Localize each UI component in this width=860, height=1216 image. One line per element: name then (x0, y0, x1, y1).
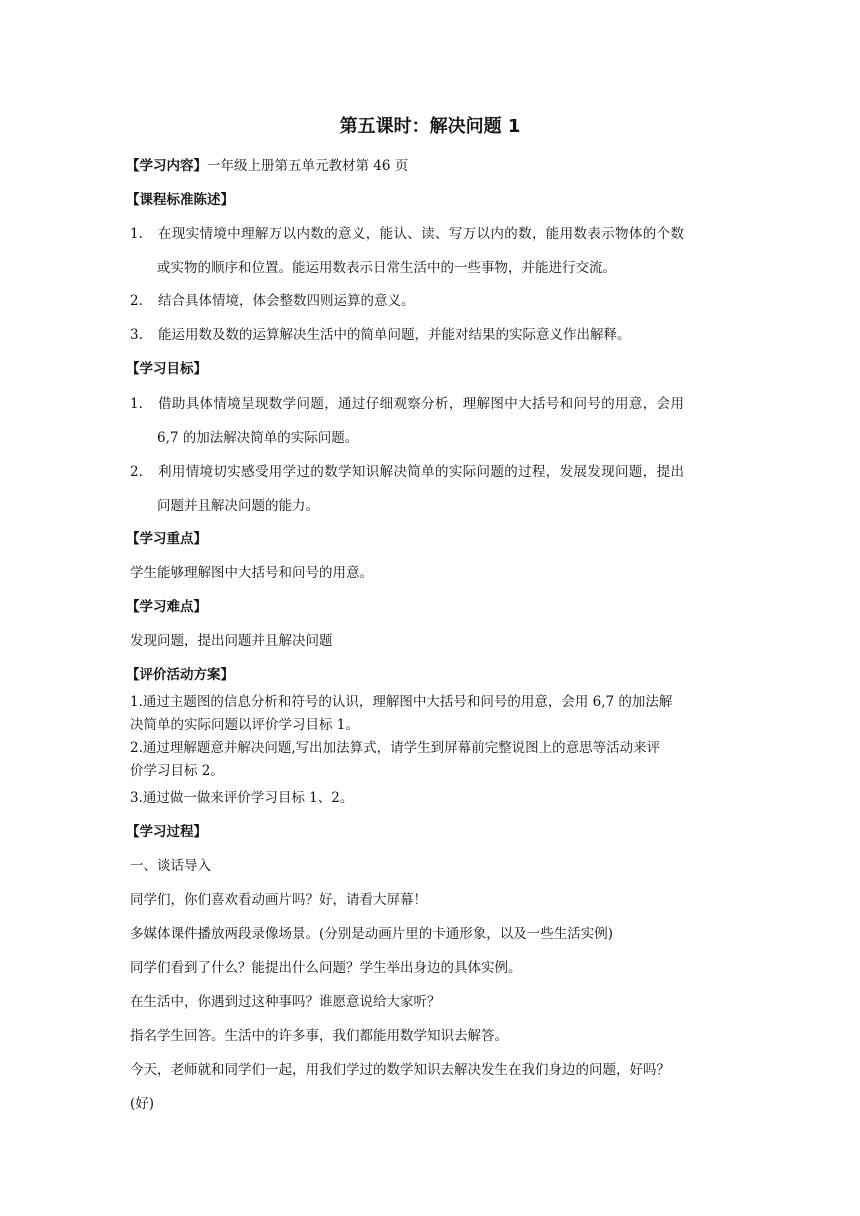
item-text: 能运用数及数的运算解决生活中的简单问题，并能对结果的实际意义作出解释。 (158, 327, 631, 343)
item-text: 借助具体情境呈现数学问题，通过仔细观察分析，理解图中大括号和问号的用意，会用 (158, 396, 685, 412)
item-number: 1. (130, 396, 143, 412)
goals-item-1-cont: 6,7 的加法解决简单的实际问题。 (157, 430, 359, 446)
standards-item-3 (130, 326, 730, 344)
focus-heading: 【学习重点】 (126, 531, 207, 547)
content-label: 【学习内容】 (126, 158, 207, 174)
process-heading: 【学习过程】 (126, 824, 207, 840)
focus-text: 学生能够理解图中大括号和问号的用意。 (130, 565, 373, 581)
process-line: 多媒体课件播放两段录像场景。(分别是动画片里的卡通形象，以及一些生活实例) (130, 926, 614, 942)
difficulty-heading: 【学习难点】 (126, 599, 207, 615)
item-number: 2. (130, 464, 143, 480)
standards-heading: 【课程标准陈述】 (126, 192, 234, 208)
goals-item-1 (130, 395, 730, 413)
process-line: 今天，老师就和同学们一起，用我们学过的数学知识去解决发生在我们身边的问题，好吗？ (130, 1062, 670, 1078)
evaluation-line: 3.通过做一做来评价学习目标 1、2。 (130, 790, 354, 806)
evaluation-line: 决简单的实际问题以评价学习目标 1。 (130, 717, 359, 733)
difficulty-text: 发现问题，提出问题并且解决问题 (130, 633, 333, 649)
content-text: 一年级上册第五单元教材第 46 页 (207, 158, 409, 174)
goals-item-2-cont: 问题并且解决问题的能力。 (157, 498, 319, 514)
content-heading (126, 157, 726, 175)
goals-heading: 【学习目标】 (126, 361, 207, 377)
item-number: 1. (130, 226, 143, 242)
item-number: 3. (130, 327, 143, 343)
standards-item-2 (130, 292, 730, 310)
evaluation-line: 1.通过主题图的信息分析和符号的认识，理解图中大括号和问号的用意，会用 6,7 的加法解 (130, 694, 673, 710)
evaluation-line: 2.通过理解题意并解决问题,写出加法算式，请学生到屏幕前完整说图上的意思等活动来评 (130, 740, 661, 756)
standards-item-1-cont: 或实物的顺序和位置。能运用数表示日常生活中的一些事物，并能进行交流。 (157, 260, 616, 276)
evaluation-line: 价学习目标 2。 (130, 763, 224, 779)
process-line: 在生活中，你遇到过这种事吗？谁愿意说给大家听？ (130, 994, 441, 1010)
item-text: 结合具体情境，体会整数四则运算的意义。 (158, 293, 415, 309)
evaluation-heading: 【评价活动方案】 (126, 667, 234, 683)
process-line: 一、谈话导入 (130, 858, 211, 874)
item-number: 2. (130, 293, 143, 309)
item-text: 在现实情境中理解万以内数的意义，能认、读、写万以内的数，能用数表示物体的个数 (158, 226, 685, 242)
standards-item-1 (130, 225, 730, 243)
goals-item-2 (130, 463, 730, 481)
process-line: 同学们，你们喜欢看动画片吗？好，请看大屏幕！ (130, 892, 427, 908)
page-title: 第五课时：解决问题 1 (339, 116, 521, 137)
process-line: 同学们看到了什么？能提出什么问题？学生举出身边的具体实例。 (130, 960, 522, 976)
process-line: (好) (130, 1096, 155, 1112)
item-text: 利用情境切实感受用学过的数学知识解决简单的实际问题的过程，发展发现问题，提出 (158, 464, 685, 480)
process-line: 指名学生回答。生活中的许多事，我们都能用数学知识去解答。 (130, 1028, 508, 1044)
